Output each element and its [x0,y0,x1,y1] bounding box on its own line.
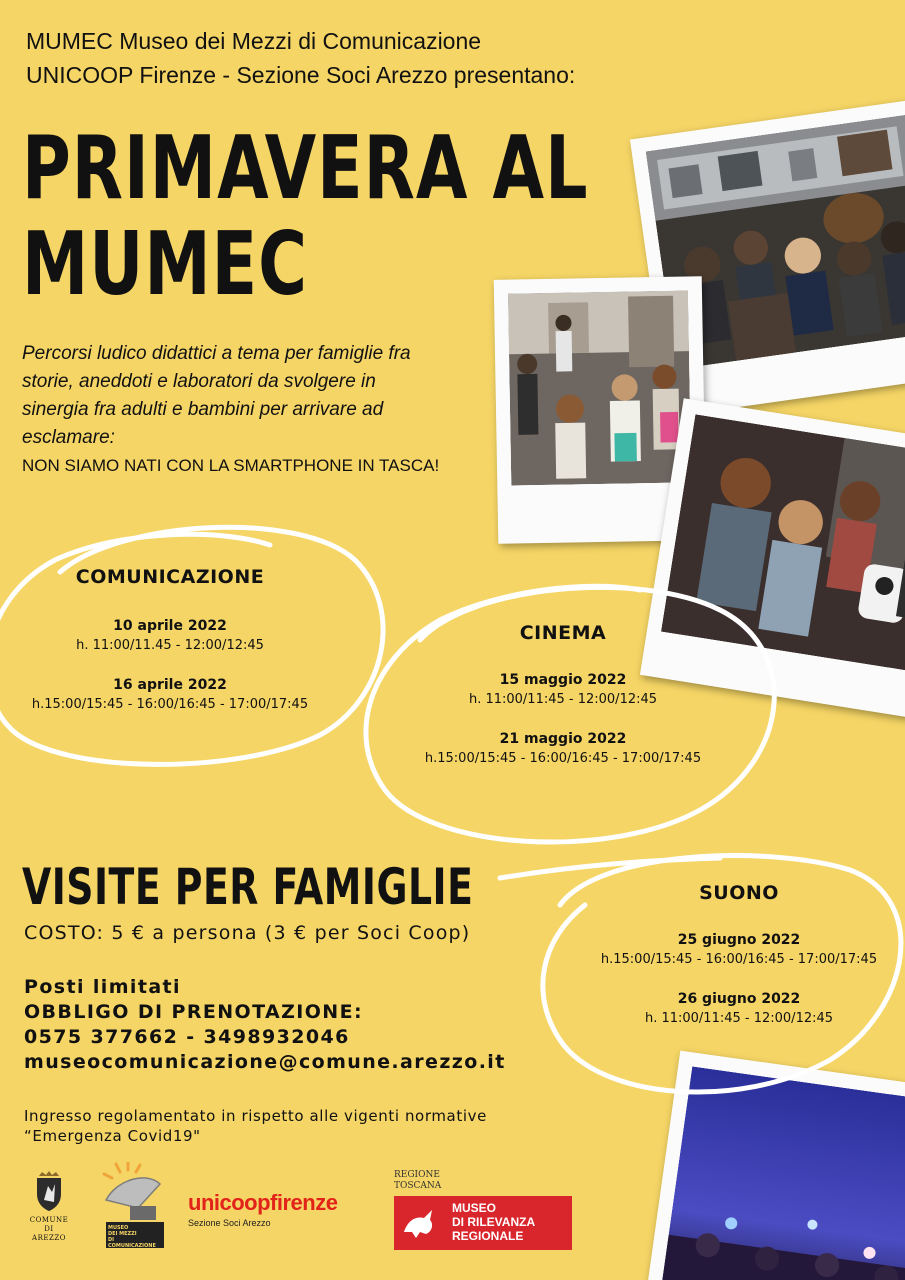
description-line: sinergia fra adulti e bambini per arrivare ad [22,399,384,420]
event-cinema [408,622,718,766]
event-times: h. 11:00/11.45 - 12:00/12:45 [76,638,264,653]
comune-line-3: AREZZO [32,1234,66,1242]
unicoop-firenze: firenze [270,1190,338,1215]
header-line-2: UNICOOP Firenze - Sezione Soci Arezzo presentano: [26,62,576,88]
regione-line-2: TOSCANA [394,1181,442,1191]
event-times: h.15:00/15:45 - 16:00/16:45 - 17:00/17:45 [600,952,878,967]
event-times: h. 11:00/11:45 - 12:00/12:45 [644,1011,834,1026]
event-times: h.15:00/15:45 - 16:00/16:45 - 17:00/17:45 [424,751,702,766]
museo-reg-line-2: DI RILEVANZA [452,1215,536,1229]
covid-note [24,1106,487,1146]
booking-required: OBBLIGO DI PRENOTAZIONE: [24,1001,363,1023]
event-times: h. 11:00/11:45 - 12:00/12:45 [468,692,658,707]
event-suono [584,882,894,1026]
slogan: NON SIAMO NATI CON LA SMARTPHONE IN TASCA! [22,456,440,475]
mumec-line-3: DI COMUNICAZIONE [108,1237,156,1249]
logo-museo-rilevanza [394,1196,572,1250]
mumec-line-1: MUSEO [108,1225,129,1231]
description-line: storie, aneddoti e laboratori da svolgere in [22,371,376,392]
event-category: SUONO [699,882,779,904]
email-link[interactable]: museocomunicazione@comune.arezzo.it [24,1051,506,1073]
unicoop-sub: Sezione Soci Arezzo [188,1218,271,1228]
event-date: 25 giugno 2022 [677,932,801,948]
event-date: 16 aprile 2022 [113,677,227,693]
pegasus-icon [398,1202,440,1244]
covid-note-line-2: “Emergenza Covid19" [24,1127,201,1145]
event-date: 21 maggio 2022 [499,731,627,747]
title-line-2: MUMEC [22,213,308,316]
logo-mumec [98,1162,168,1250]
comune-line-1: COMUNE [29,1216,69,1224]
visits-heading: VISITE PER FAMIGLIE [22,858,474,916]
event-category: COMUNICAZIONE [75,566,265,588]
covid-note-line-1: Ingresso regolamentato in rispetto alle vigenti normative [24,1107,487,1125]
event-comunicazione [20,566,320,712]
visits-cost: COSTO: 5 € a persona (3 € per Soci Coop) [24,922,471,944]
unicoop-brand: unicoop [188,1190,271,1215]
gramophone-icon [98,1162,168,1224]
description-line: Percorsi ludico didattici a tema per famiglie fra [22,343,411,364]
event-date: 15 maggio 2022 [499,672,627,688]
event-category: CINEMA [519,622,607,644]
limited-seats: Posti limitati [24,976,181,998]
event-date: 10 aprile 2022 [113,618,227,634]
header-line-1: MUMEC Museo dei Mezzi di Comunicazione [26,28,482,54]
event-times: h.15:00/15:45 - 16:00/16:45 - 17:00/17:45 [31,697,309,712]
phone-numbers[interactable]: 0575 377662 - 3498932046 [24,1026,350,1048]
regione-line-1: REGIONE [394,1170,440,1180]
booking-info [24,975,506,1075]
description-line: esclamare: [22,427,115,448]
logo-regione-toscana [394,1170,441,1192]
logo-unicoop [188,1190,337,1228]
museo-reg-line-1: MUSEO [452,1201,497,1215]
title-line-1: PRIMAVERA AL [22,117,589,220]
event-date: 26 giugno 2022 [677,991,801,1007]
mumec-line-2: DEI MEZZI [108,1231,137,1237]
coat-of-arms-icon [34,1170,64,1212]
comune-line-2: DI [44,1225,54,1233]
museo-reg-line-3: REGIONALE [452,1229,524,1243]
logo-comune-arezzo [24,1170,74,1243]
